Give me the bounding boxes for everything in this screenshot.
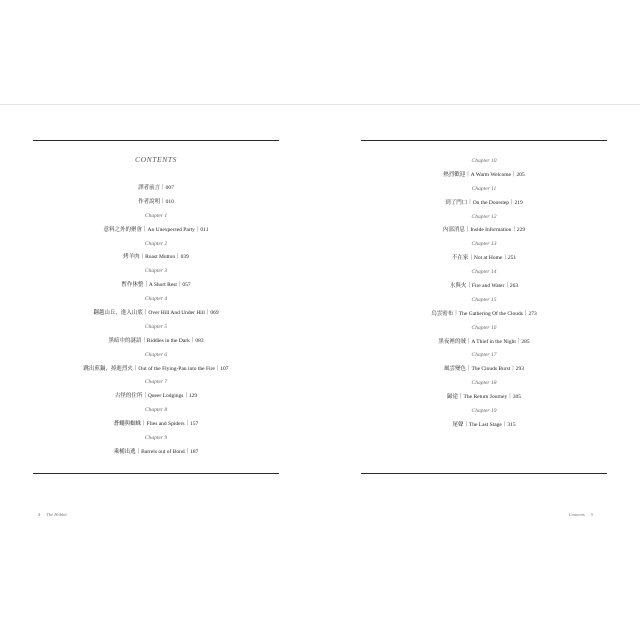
chapter-heading: Chapter 17 — [471, 352, 497, 359]
chapter-heading: Chapter 19 — [471, 408, 497, 415]
toc-entry: 風雲變色｜The Clouds Burst｜293 — [443, 366, 525, 373]
chapter-heading: Chapter 9 — [144, 435, 168, 442]
chapter-heading: Chapter 15 — [471, 296, 497, 303]
toc-entry: 不在家｜Not at Home｜251 — [451, 255, 517, 262]
toc-entry: 烏雲密布｜The Gathering Of the Clouds｜273 — [431, 310, 537, 317]
toc-entry: 意料之外的聚會｜An Unexpected Party｜011 — [103, 226, 209, 233]
left-page — [33, 140, 279, 476]
contents-title: CONTENTS — [135, 155, 177, 164]
chapter-heading: Chapter 2 — [144, 240, 168, 247]
chapter-heading: Chapter 18 — [471, 380, 497, 387]
toc-entry: 乘桶出逃｜Barrels out of Bond｜187 — [113, 448, 199, 455]
chapter-heading: Chapter 14 — [471, 269, 497, 276]
chapter-heading: Chapter 10 — [471, 158, 497, 164]
right-running-head: Contents — [568, 512, 585, 517]
right-bottom-rule — [361, 473, 607, 474]
toc-entry: 作者說明｜010 — [138, 198, 174, 205]
chapter-heading: Chapter 6 — [144, 351, 168, 358]
toc-entry: 水與火｜Fire and Water｜263 — [449, 283, 519, 290]
toc-entry: 譯者前言｜007 — [138, 185, 174, 191]
chapter-heading: Chapter 4 — [144, 296, 168, 303]
left-top-rule — [33, 140, 279, 141]
toc-entry: 跳出煎鍋，掉進烈火｜Out of the Flying-Pan into the Fire｜107 — [83, 365, 229, 372]
toc-entry: 尾聲｜The Last Stage｜315 — [452, 421, 516, 428]
toc-entry: 內部消息｜Inside Information｜229 — [442, 227, 526, 234]
chapter-heading: Chapter 3 — [144, 268, 168, 275]
chapter-heading: Chapter 12 — [471, 213, 497, 220]
toc-entry: 烤羊肉｜Roast Mutton｜039 — [123, 254, 189, 261]
toc-entry: 暫作休整｜A Short Rest｜057 — [121, 282, 191, 289]
toc-entry: 黑暗中的謎語｜Riddles in the Dark｜083 — [108, 337, 204, 344]
right-folio — [569, 512, 598, 517]
left-bottom-rule — [33, 473, 279, 474]
toc-entry: 熱烈歡迎｜A Warm Welcome｜205 — [443, 171, 525, 178]
left-page-number: 4 — [38, 512, 41, 517]
left-running-head: The Hobbit — [46, 512, 67, 517]
chapter-heading: Chapter 16 — [471, 324, 497, 331]
chapter-heading: Chapter 7 — [144, 379, 168, 386]
toc-entry: 歸途｜The Return Journey｜305 — [447, 394, 521, 401]
toc-entry: 蒼蠅與蜘蛛｜Flies and Spiders｜157 — [113, 421, 199, 428]
chapter-heading: Chapter 11 — [471, 185, 497, 192]
left-contents-list — [33, 154, 279, 460]
right-top-rule — [361, 140, 607, 141]
right-contents-list — [361, 155, 607, 433]
toc-entry: 翻越山丘，進入山底｜Over Hill And Under Hill｜069 — [93, 310, 219, 317]
toc-entry: 黑夜裡的賊｜A Thief in the Night｜285 — [438, 338, 530, 345]
left-folio — [33, 512, 67, 517]
toc-entry: 古怪的住所｜Queer Lodgings｜129 — [114, 393, 198, 400]
right-page — [361, 140, 607, 476]
chapter-heading: Chapter 13 — [471, 241, 497, 248]
right-page-number: 5 — [590, 512, 593, 517]
chapter-heading: Chapter 1 — [144, 212, 168, 219]
page-spread-top-edge — [0, 104, 640, 105]
chapter-heading: Chapter 5 — [144, 323, 168, 330]
toc-entry: 到了門口｜On the Doorstep｜219 — [445, 199, 523, 206]
chapter-heading: Chapter 8 — [144, 407, 168, 414]
